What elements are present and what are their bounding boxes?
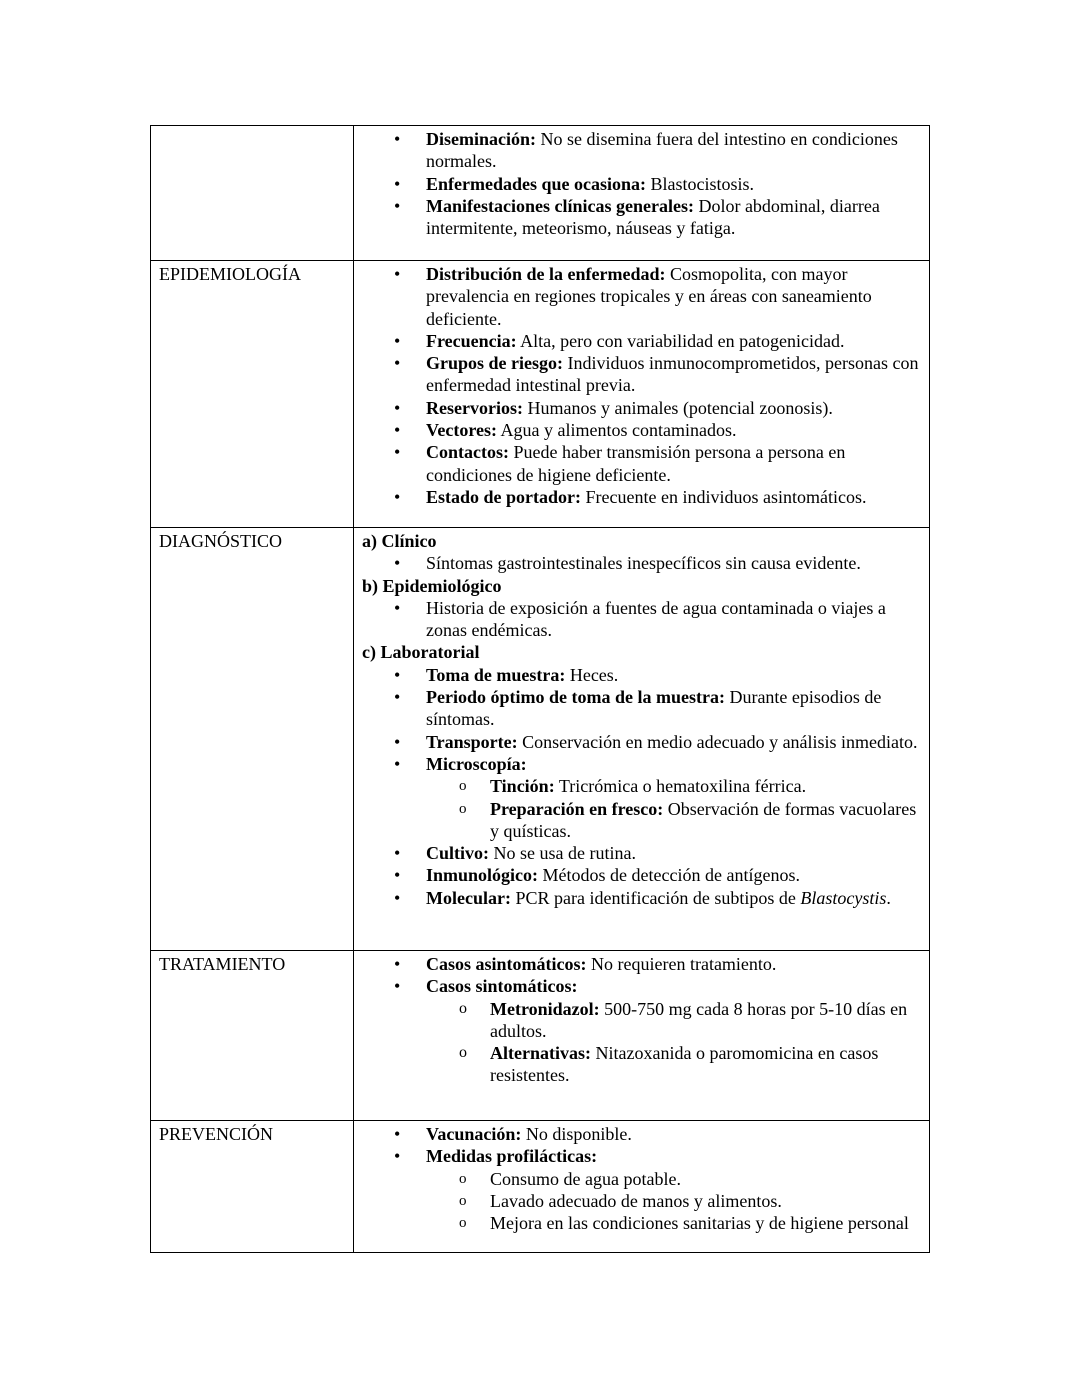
item-term: Toma de muestra: <box>426 664 566 685</box>
row-label: EPIDEMIOLOGÍA <box>151 261 354 528</box>
item-term: Estado de portador: <box>426 486 582 507</box>
item-text: Conservación en medio adecuado y análisis inmediato. <box>517 731 918 752</box>
document-table <box>150 125 930 1253</box>
list-item <box>362 419 921 441</box>
list-item <box>362 1168 921 1190</box>
item-term: Preparación en fresco: <box>490 798 664 819</box>
list-item <box>362 441 921 486</box>
bullet-icon: • <box>394 420 401 441</box>
bullet-icon: • <box>394 486 401 507</box>
list-item <box>362 263 921 330</box>
item-text: Dolor abdominal, diarrea intermitente, meteorismo, náuseas y fatiga. <box>426 195 880 239</box>
item-term: Molecular: <box>426 887 511 908</box>
item-text: Durante episodios de síntomas. <box>426 687 882 730</box>
item-text: Mejora en las condiciones sanitarias y de higiene personal <box>490 1213 909 1234</box>
list-item <box>362 397 921 419</box>
item-text: Frecuente en individuos asintomáticos. <box>581 486 867 507</box>
list-item <box>362 887 921 909</box>
bullet-icon: • <box>394 687 401 708</box>
item-term: Diseminación: <box>426 129 536 149</box>
bullet-icon: • <box>394 173 401 194</box>
row-label: TRATAMIENTO <box>151 951 354 1121</box>
circle-bullet-icon: o <box>459 1192 467 1209</box>
table-row <box>151 528 930 951</box>
list-item <box>362 664 921 686</box>
bullet-icon: • <box>394 597 401 618</box>
item-text: . <box>886 887 891 908</box>
item-term: Microscopía: <box>426 753 527 774</box>
item-term: Transporte: <box>426 731 518 752</box>
bullet-icon: • <box>394 954 401 974</box>
bullet-icon: • <box>394 843 401 864</box>
item-text: Agua y alimentos contaminados. <box>496 420 737 441</box>
item-term: Contactos: <box>426 442 509 463</box>
item-text: No requieren tratamiento. <box>586 954 777 974</box>
item-text: Puede haber transmisión persona a persona en condiciones de higiene deficiente. <box>426 442 846 485</box>
list-item <box>362 486 921 508</box>
list-item <box>362 1123 921 1145</box>
list-item <box>362 686 921 731</box>
bullet-icon: • <box>394 887 401 908</box>
list-item <box>362 953 921 975</box>
item-text: No disponible. <box>521 1124 632 1144</box>
bullet-icon: • <box>394 442 401 463</box>
bullet-icon: • <box>394 865 401 886</box>
section-heading <box>362 530 921 552</box>
item-text: No se usa de rutina. <box>489 843 636 864</box>
bullet-icon: • <box>394 129 401 149</box>
bullet-icon: • <box>394 195 401 216</box>
item-text: No se disemina fuera del intestino en condiciones normales. <box>426 129 898 172</box>
table-row <box>151 951 930 1121</box>
item-term: Metronidazol: <box>490 998 600 1019</box>
item-text: PCR para identificación de subtipos de <box>510 887 801 908</box>
circle-bullet-icon: o <box>459 1215 467 1232</box>
item-term: Vectores: <box>426 420 497 441</box>
row-content <box>354 126 930 261</box>
list-item <box>362 1190 921 1212</box>
list-item <box>362 173 921 195</box>
table-row <box>151 126 930 261</box>
circle-bullet-icon: o <box>459 778 467 795</box>
bullet-icon: • <box>394 264 401 284</box>
row-content <box>354 1121 930 1253</box>
item-term: Cultivo: <box>426 843 489 864</box>
bullet-icon: • <box>394 664 401 685</box>
item-term: Medidas profilácticas: <box>426 1146 598 1167</box>
list-item <box>362 842 921 864</box>
item-term: Reservorios: <box>426 397 523 418</box>
bullet-icon: • <box>394 1146 401 1167</box>
item-italic: Blastocystis <box>800 887 887 908</box>
circle-bullet-icon: o <box>459 1170 467 1187</box>
table-row <box>151 1121 930 1253</box>
row-content <box>354 261 930 528</box>
bullet-icon: • <box>394 731 401 752</box>
list-item <box>362 1145 921 1167</box>
item-term: Vacunación: <box>426 1124 522 1144</box>
list-item <box>362 128 921 173</box>
item-term: Casos sintomáticos: <box>426 976 578 997</box>
list-item <box>362 552 921 574</box>
item-term: Inmunológico: <box>426 865 539 886</box>
bullet-icon: • <box>394 353 401 374</box>
list-item <box>362 1042 921 1087</box>
item-text: Alta, pero con variabilidad en patogenicidad. <box>516 330 845 351</box>
row-label: DIAGNÓSTICO <box>151 528 354 951</box>
item-text: Historia de exposición a fuentes de agua contaminada o viajes a zonas endémicas. <box>426 597 886 641</box>
bullet-icon: • <box>394 753 401 774</box>
item-term: Casos asintomáticos: <box>426 954 587 974</box>
item-term: Tinción: <box>490 776 555 797</box>
list-item <box>362 998 921 1043</box>
bullet-icon: • <box>394 397 401 418</box>
item-text: Blastocistosis. <box>646 173 755 194</box>
item-term: Alternativas: <box>490 1043 591 1064</box>
circle-bullet-icon: o <box>459 1044 467 1062</box>
list-item <box>362 352 921 397</box>
item-text: Tricrómica o hematoxilina férrica. <box>554 776 807 797</box>
list-item <box>362 330 921 352</box>
item-text: Observación de formas vacuolares y quísticas. <box>490 798 917 841</box>
row-label <box>151 126 354 261</box>
row-content <box>354 951 930 1121</box>
item-term: Enfermedades que ocasiona: <box>426 173 646 194</box>
bullet-icon: • <box>394 553 401 574</box>
bullet-icon: • <box>394 330 401 351</box>
item-text: Humanos y animales (potencial zoonosis). <box>522 397 833 418</box>
item-text: Síntomas gastrointestinales inespecíficos sin causa evidente. <box>426 553 861 574</box>
list-item <box>362 597 921 642</box>
section-heading <box>362 641 921 663</box>
item-term: Periodo óptimo de toma de la muestra: <box>426 687 725 708</box>
table-row <box>151 261 930 528</box>
list-item <box>362 1212 921 1234</box>
bullet-icon: • <box>394 1124 401 1144</box>
row-label: PREVENCIÓN <box>151 1121 354 1253</box>
list-item <box>362 753 921 775</box>
circle-bullet-icon: o <box>459 800 467 817</box>
list-item <box>362 798 921 843</box>
item-text: 500-750 mg cada 8 horas por 5-10 días en adultos. <box>490 998 908 1041</box>
list-item <box>362 775 921 797</box>
item-text: Cosmopolita, con mayor prevalencia en regiones tropicales y en áreas con saneamiento deficiente. <box>426 264 872 329</box>
list-item <box>362 975 921 997</box>
item-text: Nitazoxanida o paromomicina en casos resistentes. <box>490 1043 879 1086</box>
item-text: Consumo de agua potable. <box>490 1168 681 1189</box>
section-heading <box>362 575 921 597</box>
item-term: b) Epidemiológico <box>362 575 502 596</box>
item-text: Individuos inmunocomprometidos, personas con enfermedad intestinal previa. <box>426 353 919 396</box>
row-content <box>354 528 930 951</box>
item-term: a) Clínico <box>362 531 437 551</box>
circle-bullet-icon: o <box>459 999 467 1017</box>
item-text: Métodos de detección de antígenos. <box>538 865 800 886</box>
bullet-icon: • <box>394 976 401 997</box>
item-term: Grupos de riesgo: <box>426 353 563 374</box>
item-term: c) Laboratorial <box>362 642 480 663</box>
item-text: Lavado adecuado de manos y alimentos. <box>490 1190 782 1211</box>
item-term: Manifestaciones clínicas generales: <box>426 195 694 216</box>
list-item <box>362 864 921 886</box>
list-item <box>362 195 921 240</box>
item-term: Distribución de la enfermedad: <box>426 264 666 284</box>
item-term: Frecuencia: <box>426 330 517 351</box>
list-item <box>362 731 921 753</box>
item-text: Heces. <box>565 664 619 685</box>
